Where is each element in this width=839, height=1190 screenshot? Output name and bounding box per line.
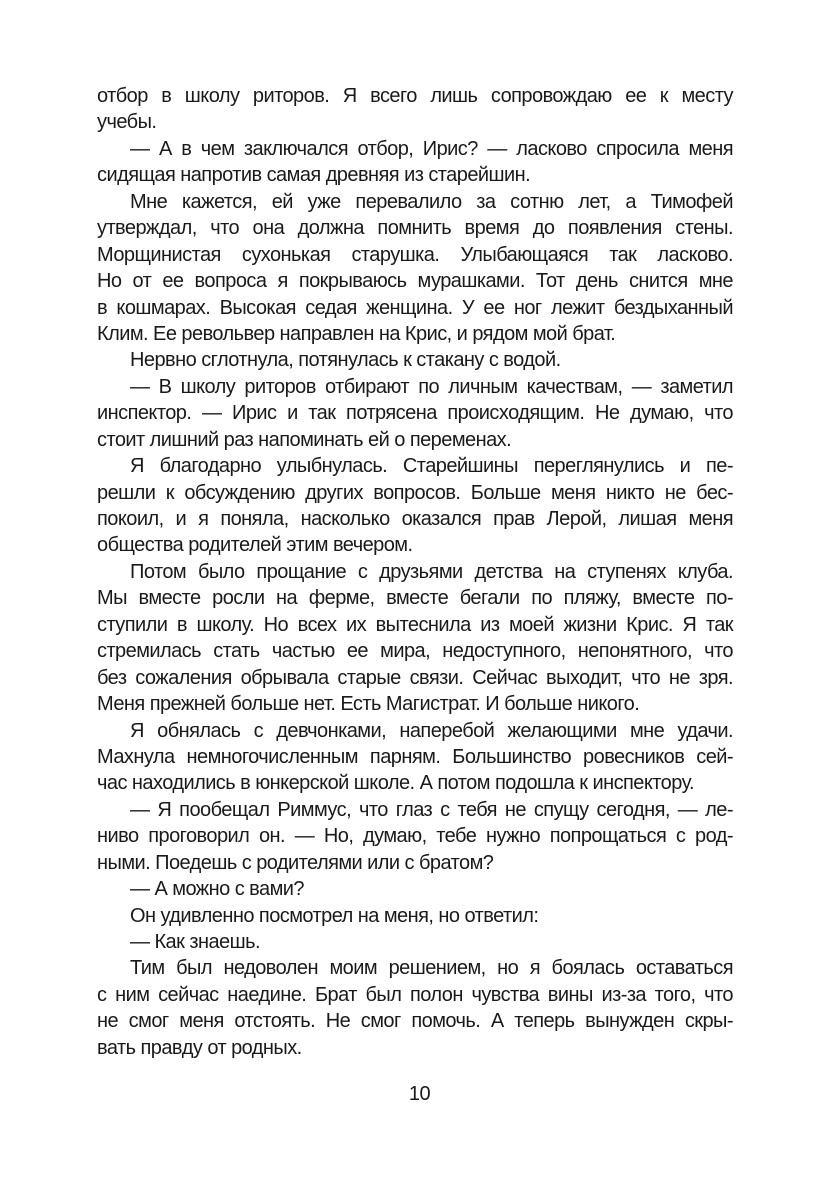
- text-line: покоил, и я поняла, насколько оказался прав Лерой, лишая меня: [97, 508, 733, 530]
- text-line: — А в чем заключался отбор, Ирис? — ласково спросила меня: [130, 137, 733, 160]
- page-number: 10: [408, 1083, 431, 1105]
- text-line: Нервно сглотнула, потянулась к стакану с водой.: [130, 349, 561, 372]
- paragraph: [97, 929, 733, 955]
- paragraph: [97, 136, 733, 189]
- text-line: ными. Поедешь с родителями или с братом?: [97, 851, 494, 874]
- text-line: Мы вместе росли на ферме, вместе бегали по пляжу, вместе по-: [97, 587, 733, 610]
- text-line: — Как знаешь.: [130, 931, 260, 953]
- paragraph: [97, 903, 733, 929]
- text-line: общества родителей этим вечером.: [97, 534, 413, 557]
- text-line: стремилась стать частью ее мира, недоступного, непонятного, что: [97, 640, 733, 663]
- paragraph: [97, 374, 733, 453]
- text-line: инспектор. — Ирис и так потрясена происходящим. Не думаю, что: [97, 402, 733, 425]
- text-line: стоит лишний раз напоминать ей о переменах.: [97, 428, 512, 451]
- text-line: без сожаления обрывала старые связи. Сейчас выходит, что не зря.: [97, 666, 733, 689]
- paragraph: [97, 559, 733, 718]
- paragraph: [97, 347, 733, 373]
- text-line: час находились в юнкерской школе. А потом подошла к инспектору.: [97, 772, 695, 795]
- text-line: ниво проговорил он. — Но, думаю, тебе нужно попрощаться с род-: [97, 825, 733, 848]
- text-line: — Я пообещал Риммус, что глаз с тебя не спущу сегодня, — ле-: [130, 798, 733, 821]
- text-line: учебы.: [97, 111, 157, 134]
- text-line: Потом было прощание с друзьями детства на ступенях клуба.: [130, 560, 733, 583]
- text-line: Клим. Ее револьвер направлен на Крис, и рядом мой брат.: [97, 322, 616, 345]
- page-body-text: [97, 83, 733, 1061]
- text-line: — В школу риторов отбирают по личным качествам, — заметил: [130, 375, 733, 398]
- paragraph: [97, 876, 733, 902]
- paragraph: [97, 453, 733, 559]
- paragraph: [97, 955, 733, 1061]
- text-line: Мне кажется, ей уже перевалило за сотню лет, а Тимофей: [130, 190, 733, 213]
- text-line: отбор в школу риторов. Я всего лишь сопровождаю ее к месту: [97, 85, 733, 107]
- text-line: ступили в школу. Но всех их вытеснила из моей жизни Крис. Я так: [97, 613, 733, 636]
- text-line: Но от ее вопроса я покрываюсь мурашками. Тот день снится мне: [97, 270, 733, 293]
- text-line: — А можно с вами?: [130, 878, 304, 901]
- text-line: Морщинистая сухонькая старушка. Улыбающаяся так ласково.: [97, 243, 733, 266]
- text-line: вать правду от родных.: [97, 1036, 302, 1059]
- text-line: сидящая напротив самая древняя из старейшин.: [97, 164, 531, 187]
- paragraph: [97, 83, 733, 136]
- text-line: с ним сейчас наедине. Брат был полон чувства вины из-за того, что: [97, 983, 733, 1006]
- text-line: в кошмарах. Высокая седая женщина. У ее ног лежит бездыханный: [97, 296, 733, 319]
- paragraph: [97, 189, 733, 348]
- text-line: Махнула немногочисленным парням. Большинство ровесников сей-: [97, 745, 733, 768]
- text-line: решли к обсуждению других вопросов. Больше меня никто не бес-: [97, 481, 733, 504]
- text-line: Он удивленно посмотрел на меня, но ответил:: [130, 904, 539, 927]
- text-line: Тим был недоволен моим решением, но я боялась оставаться: [130, 957, 733, 980]
- paragraph: [97, 797, 733, 876]
- text-line: Я благодарно улыбнулась. Старейшины переглянулись и пе-: [130, 455, 733, 478]
- text-line: не смог меня отстоять. Не смог помочь. А теперь вынужден скры-: [97, 1010, 733, 1033]
- text-line: утверждал, что она должна помнить время до появления стены.: [97, 217, 733, 240]
- text-line: Меня прежней больше нет. Есть Магистрат. И больше никого.: [97, 693, 640, 716]
- paragraph: [97, 718, 733, 797]
- text-line: Я обнялась с девчонками, наперебой желающими мне удачи.: [130, 719, 733, 742]
